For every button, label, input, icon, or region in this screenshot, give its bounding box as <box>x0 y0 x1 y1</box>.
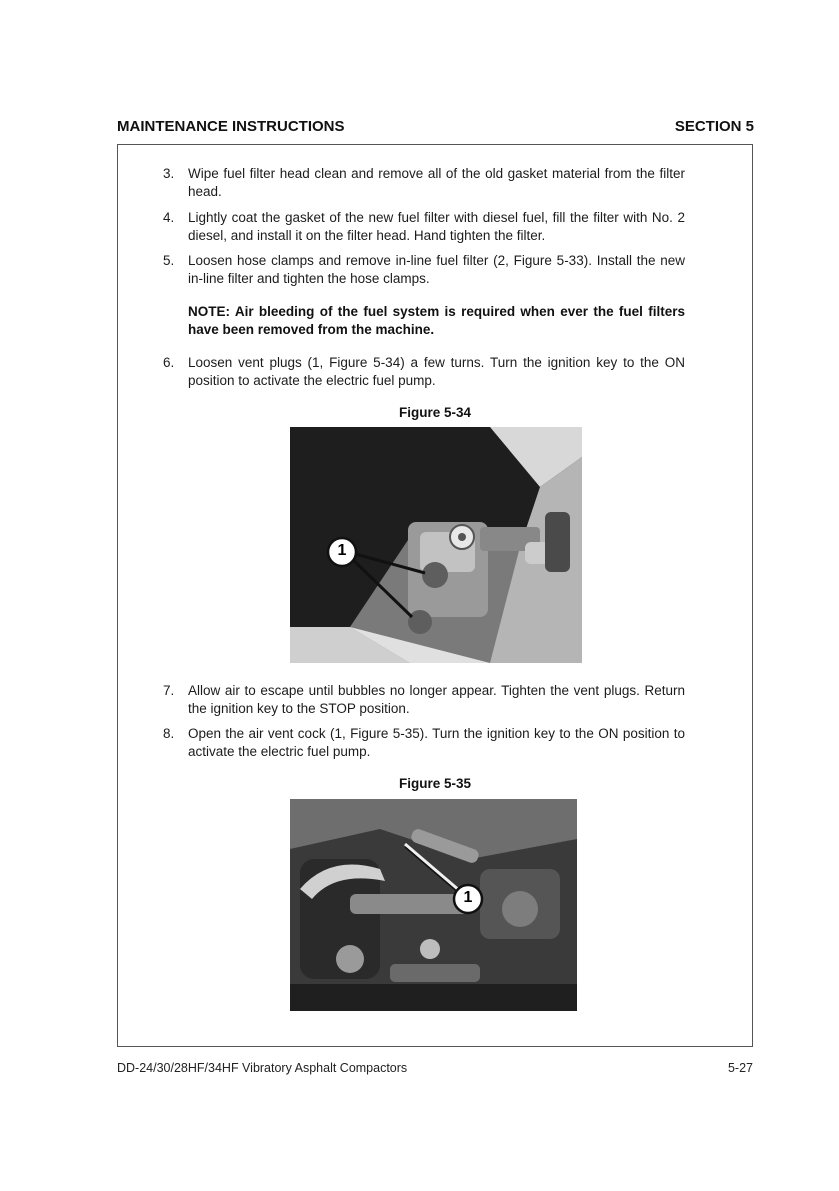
note-text: NOTE: Air bleeding of the fuel system is required when ever the fuel filters have been removed from the machine. <box>188 304 685 337</box>
step-number: 4. <box>163 210 175 225</box>
step-text: Wipe fuel filter head clean and remove all of the old gasket material from the filter head. <box>188 166 685 199</box>
figure-5-34-photo <box>290 427 582 663</box>
figure-5-35-photo <box>290 799 577 1011</box>
step-number: 5. <box>163 253 175 268</box>
step-text: Allow air to escape until bubbles no longer appear. Tighten the vent plugs. Return the ignition key to the STOP position. <box>188 683 685 716</box>
step-number: 7. <box>163 683 175 698</box>
callout-number: 1 <box>463 889 473 906</box>
step-number: 6. <box>163 355 175 370</box>
section-title: MAINTENANCE INSTRUCTIONS <box>117 118 345 135</box>
step-text: Lightly coat the gasket of the new fuel filter with diesel fuel, fill the filter with No. 2 diesel, and install it on the filter head. Hand tighten the filter. <box>188 210 685 243</box>
step-text: Loosen hose clamps and remove in-line fuel filter (2, Figure 5-33). Install the new in-line filter and tighten the hose clamps. <box>188 253 685 286</box>
step-number: 3. <box>163 166 175 181</box>
figure-title-5-34: Figure 5-34 <box>398 405 472 420</box>
air-vent-cock-image <box>290 799 577 1011</box>
step-text: Open the air vent cock (1, Figure 5-35). Turn the ignition key to the ON position to activate the electric fuel pump. <box>188 726 685 759</box>
callout-number: 1 <box>337 542 347 559</box>
step-number: 8. <box>163 726 175 741</box>
figure-title-5-35: Figure 5-35 <box>398 776 472 791</box>
page-number: 5-27 <box>727 1061 753 1075</box>
section-number: SECTION 5 <box>674 118 754 135</box>
step-text: Loosen vent plugs (1, Figure 5-34) a few turns. Turn the ignition key to the ON position to activate the electric fuel pump. <box>188 355 685 388</box>
footer-title: DD-24/30/28HF/34HF Vibratory Asphalt Compactors <box>117 1061 408 1075</box>
